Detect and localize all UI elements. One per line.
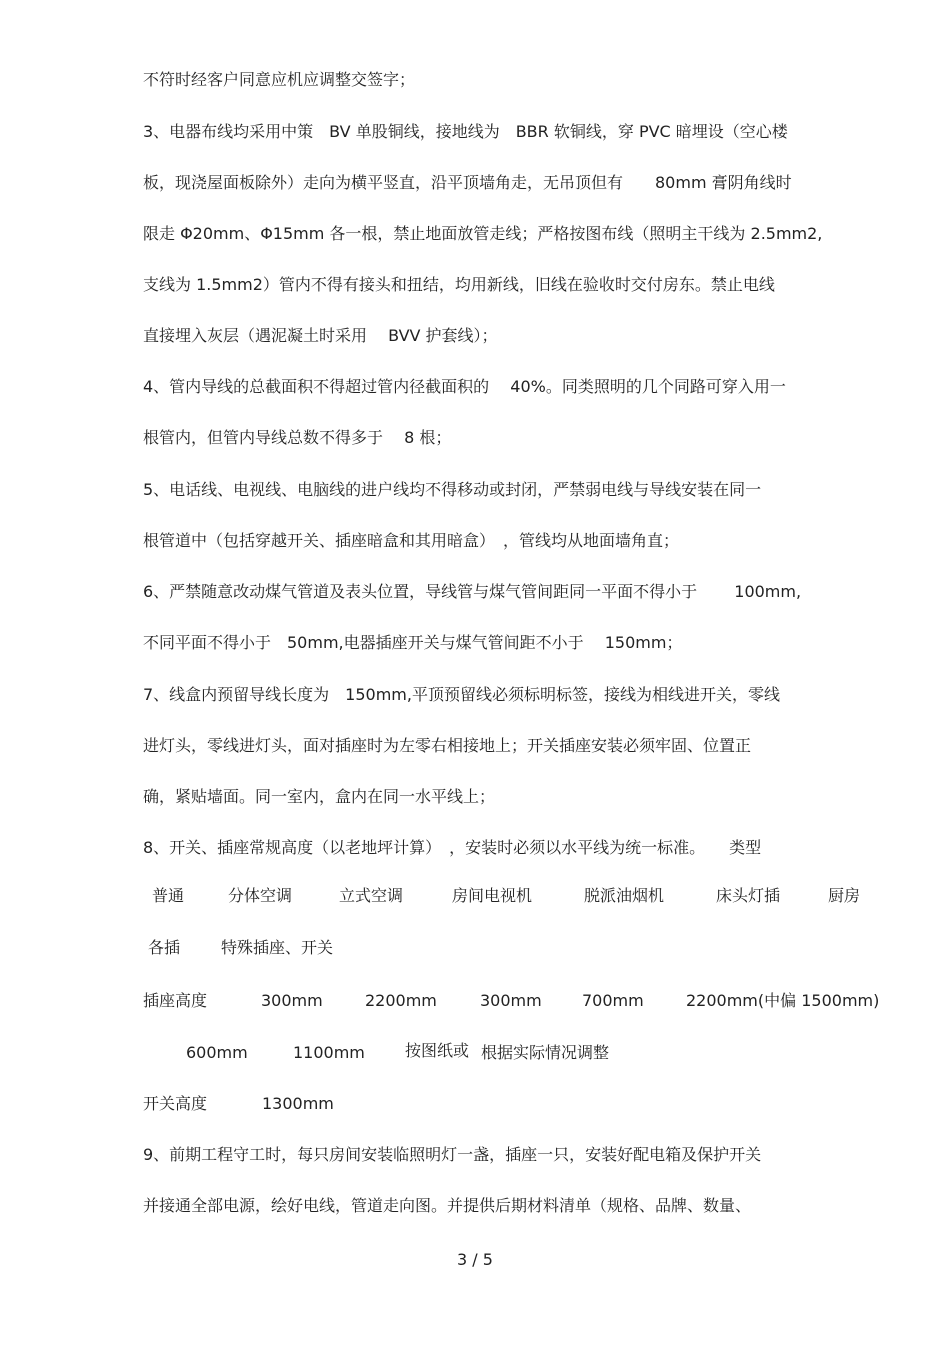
text-line: 并接通全部电源，绘好电线，管道走向图。并提供后期材料清单（规格、品牌、数量、 xyxy=(143,1196,752,1215)
socket-type: 脱派油烟机 xyxy=(584,886,665,905)
socket-height-value: 1100mm xyxy=(293,1043,365,1062)
switch-height-value: 1300mm xyxy=(262,1094,334,1113)
text-line: 5、电话线、电视线、电脑线的进户线均不得移动或封闭，严禁弱电线与导线安装在同一 xyxy=(143,480,762,499)
text-line: 限走 Φ20mm、Φ15mm 各一根，禁止地面放管走线；严格按图布线（照明主干线为 2.5mm2, xyxy=(143,224,823,243)
text-line: 7、线盒内预留导线长度为 150mm,平顶预留线必须标明标签，接线为相线进开关，零线 xyxy=(143,685,780,704)
socket-height-value: 300mm xyxy=(261,991,323,1010)
socket-type: 房间电视机 xyxy=(452,886,533,905)
text-line: 3、电器布线均采用中策 BV 单股铜线，接地线为 BBR 软铜线，穿 PVC 暗埋设（空心楼 xyxy=(143,122,788,141)
socket-height-value: 700mm xyxy=(582,991,644,1010)
text-line: 9、前期工程守工时，每只房间安装临照明灯一盏，插座一只，安装好配电箱及保护开关 xyxy=(143,1145,762,1164)
socket-height-label: 插座高度 xyxy=(143,991,208,1010)
text-line: 8、开关、插座常规高度（以老地坪计算） ，安装时必须以水平线为统一标准。 类型 xyxy=(143,838,762,857)
socket-type: 床头灯插 xyxy=(716,886,781,905)
socket-type: 各插 xyxy=(148,938,181,957)
text-line: 6、严禁随意改动煤气管道及表头位置，导线管与煤气管间距同一平面不得小于 100mm, xyxy=(143,582,802,601)
socket-type: 厨房 xyxy=(828,886,861,905)
socket-height-value: 2200mm(中偏 1500mm) xyxy=(686,991,880,1010)
socket-note: 按图纸或 xyxy=(405,1041,470,1060)
text-line: 根管道中（包括穿越开关、插座暗盒和其用暗盒） ，管线均从地面墙角直； xyxy=(143,531,680,550)
text-line: 进灯头，零线进灯头，面对插座时为左零右相接地上；开关插座安装必须牢固、位置正 xyxy=(143,736,752,755)
text-line: 直接埋入灰层（遇泥凝土时采用 BVV 护套线）； xyxy=(143,326,498,345)
text-line: 不符时经客户同意应机应调整交签字； xyxy=(143,70,416,89)
socket-height-value: 600mm xyxy=(186,1043,248,1062)
text-line: 根管内，但管内导线总数不得多于 8 根； xyxy=(143,428,452,447)
text-line: 不同平面不得小于 50mm,电器插座开关与煤气管间距不小于 150mm； xyxy=(143,633,683,652)
socket-type: 普通 xyxy=(152,886,185,905)
text-line: 4、管内导线的总截面积不得超过管内径截面积的 40%。同类照明的几个同路可穿入用一 xyxy=(143,377,786,396)
socket-height-value: 2200mm xyxy=(365,991,437,1010)
page-number: 3 / 5 xyxy=(457,1250,493,1269)
switch-height-label: 开关高度 xyxy=(143,1094,208,1113)
socket-type: 分体空调 xyxy=(228,886,293,905)
socket-type: 立式空调 xyxy=(339,886,404,905)
socket-height-value: 300mm xyxy=(480,991,542,1010)
text-line: 板，现浇屋面板除外）走向为横平竖直，沿平顶墙角走，无吊顶但有 80mm 膏阴角线时 xyxy=(143,173,792,192)
text-line: 确，紧贴墙面。同一室内，盒内在同一水平线上； xyxy=(143,787,496,806)
socket-type: 特殊插座、开关 xyxy=(221,938,334,957)
text-line: 支线为 1.5mm2）管内不得有接头和扭结，均用新线，旧线在验收时交付房东。禁止电线 xyxy=(143,275,775,294)
socket-note: 根据实际情况调整 xyxy=(481,1043,610,1062)
